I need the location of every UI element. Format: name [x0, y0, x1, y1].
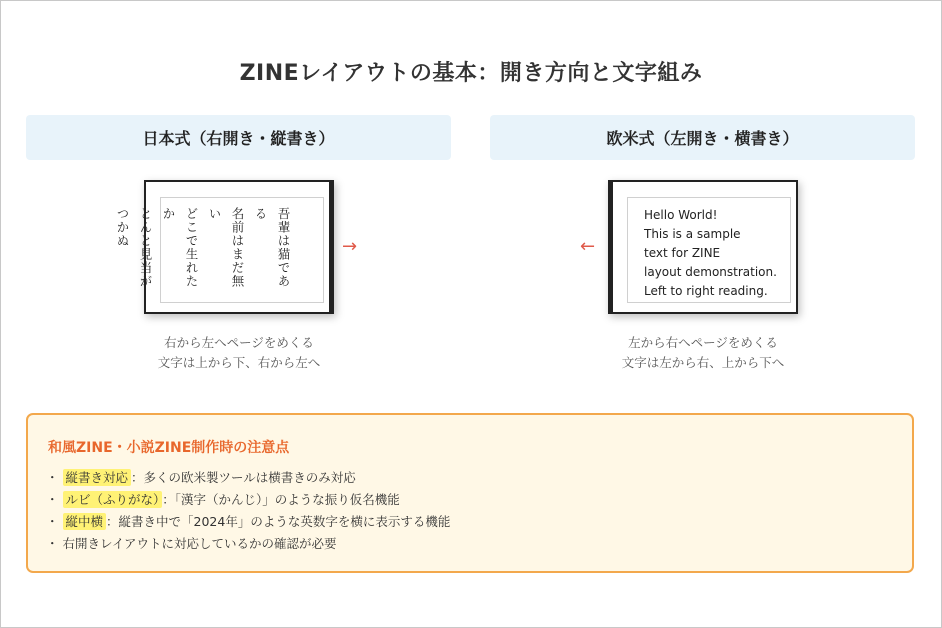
- note-item: [46, 489, 450, 511]
- western-book-page: [627, 197, 791, 303]
- notes-list: [46, 467, 450, 555]
- bullet: ・: [46, 470, 59, 485]
- bullet: ・: [46, 492, 59, 507]
- note-item: [46, 467, 450, 489]
- note-item: [46, 511, 450, 533]
- japanese-style-header: 日本式（右開き・縦書き）: [26, 115, 451, 160]
- japanese-book-illustration: [115, 180, 334, 314]
- note-highlight: ルビ（ふりがな）: [63, 491, 163, 508]
- vertical-text-line: どこで生れたか: [161, 207, 199, 288]
- note-text: ：「漢字（かんじ）」のような振り仮名機能: [162, 492, 400, 507]
- horizontal-text-line: text for ZINE: [644, 246, 721, 260]
- caption-line: 文字は左から右、上から下へ: [621, 355, 785, 370]
- horizontal-text-block: [644, 206, 777, 301]
- vertical-text-block: [111, 207, 295, 299]
- right-arrow-icon: →: [342, 236, 358, 257]
- japanese-style-caption: [89, 333, 389, 373]
- vertical-text-line: 吾輩は猫である: [253, 207, 291, 288]
- horizontal-text-line: This is a sample: [644, 227, 741, 241]
- horizontal-text-line: Hello World!: [644, 208, 718, 222]
- caption-line: 文字は上から下、右から左へ: [157, 355, 321, 370]
- caption-line: 左から右へページをめくる: [628, 335, 778, 350]
- note-highlight: 縦書き対応: [63, 469, 132, 486]
- vertical-text-line: 名前はまだ無い: [207, 207, 245, 288]
- western-book-illustration: [608, 180, 798, 314]
- note-text: ：多くの欧米製ツールは横書きのみ対応: [131, 470, 356, 485]
- diagram-title: ZINEレイアウトの基本：開き方向と文字組み: [239, 61, 703, 86]
- japanese-book-page: [115, 197, 324, 303]
- vertical-text-line: とんと見当が: [138, 207, 153, 288]
- bullet: ・: [46, 514, 59, 529]
- notes-title: 和風ZINE・小説ZINE制作時の注意点: [48, 440, 290, 456]
- notes-box: [26, 413, 914, 573]
- note-item: [46, 533, 450, 555]
- vertical-text-line: つかぬ: [115, 207, 130, 248]
- bullet: ・: [46, 536, 59, 551]
- western-style-header: 欧米式（左開き・横書き）: [490, 115, 915, 160]
- horizontal-text-line: layout demonstration.: [644, 265, 777, 279]
- western-style-caption: [553, 333, 853, 373]
- horizontal-text-line: Left to right reading.: [644, 284, 768, 298]
- note-text: ：縦書き中で「2024年」のような英数字を横に表示する機能: [106, 514, 451, 529]
- note-highlight: 縦中横: [63, 513, 107, 530]
- caption-line: 右から左へページをめくる: [164, 335, 314, 350]
- left-arrow-icon: ←: [580, 236, 596, 257]
- note-text: 右開きレイアウトに対応しているかの確認が必要: [62, 536, 337, 551]
